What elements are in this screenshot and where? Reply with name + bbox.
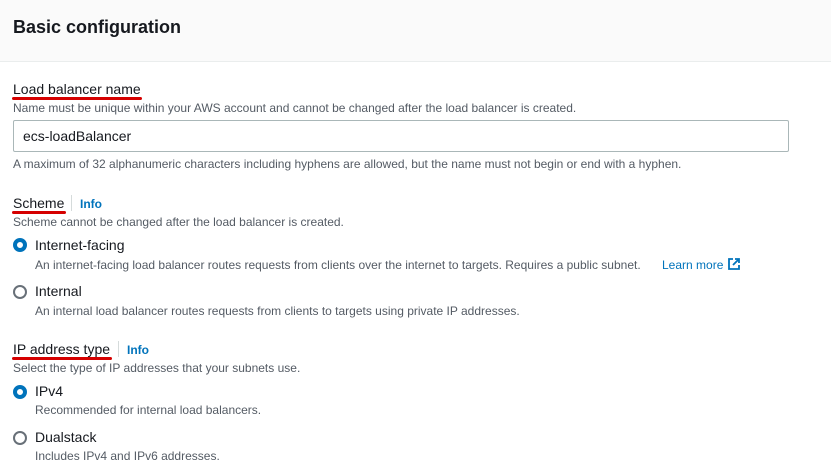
scheme-separator: [71, 195, 72, 211]
ip-type-info-link[interactable]: Info: [127, 343, 149, 357]
lb-name-description: Name must be unique within your AWS account and cannot be changed after the load balancer is created.: [13, 101, 577, 115]
ip-type-label: IP address type: [13, 341, 111, 357]
radio-dualstack[interactable]: [13, 431, 27, 445]
ip-type-separator: [118, 341, 119, 357]
scheme-info-link[interactable]: Info: [80, 197, 102, 211]
section-header: [0, 0, 831, 62]
ip-type-description: Select the type of IP addresses that your subnets use.: [13, 361, 301, 375]
ipv4-label[interactable]: IPv4: [35, 383, 64, 399]
internal-label[interactable]: Internal: [35, 283, 82, 299]
lb-name-annotation-underline: [12, 97, 142, 100]
scheme-label: Scheme: [13, 195, 65, 211]
lb-name-constraint: A maximum of 32 alphanumeric characters including hyphens are allowed, but the name must not begin or end with a hyphen.: [13, 157, 682, 171]
section-title: Basic configuration: [13, 17, 182, 37]
radio-internal[interactable]: [13, 285, 27, 299]
learn-more-link[interactable]: Learn more: [662, 258, 724, 272]
external-link-icon[interactable]: [727, 257, 741, 271]
lb-name-input[interactable]: [13, 120, 789, 152]
radio-internet-facing[interactable]: [13, 238, 27, 252]
internal-description: An internal load balancer routes requests from clients to targets using private IP addresses.: [35, 304, 520, 318]
internet-facing-description: An internet-facing load balancer routes requests from clients over the internet to targets. Requires a public subnet.: [35, 258, 641, 272]
ipv4-description: Recommended for internal load balancers.: [35, 403, 262, 417]
lb-name-label: Load balancer name: [13, 81, 141, 97]
internet-facing-label[interactable]: Internet-facing: [35, 237, 125, 253]
scheme-annotation-underline: [12, 211, 66, 214]
scheme-description: Scheme cannot be changed after the load balancer is created.: [13, 215, 344, 229]
ip-type-annotation-underline: [12, 357, 112, 360]
dualstack-label[interactable]: Dualstack: [35, 429, 97, 445]
dualstack-description: Includes IPv4 and IPv6 addresses.: [35, 449, 220, 463]
radio-ipv4[interactable]: [13, 385, 27, 399]
